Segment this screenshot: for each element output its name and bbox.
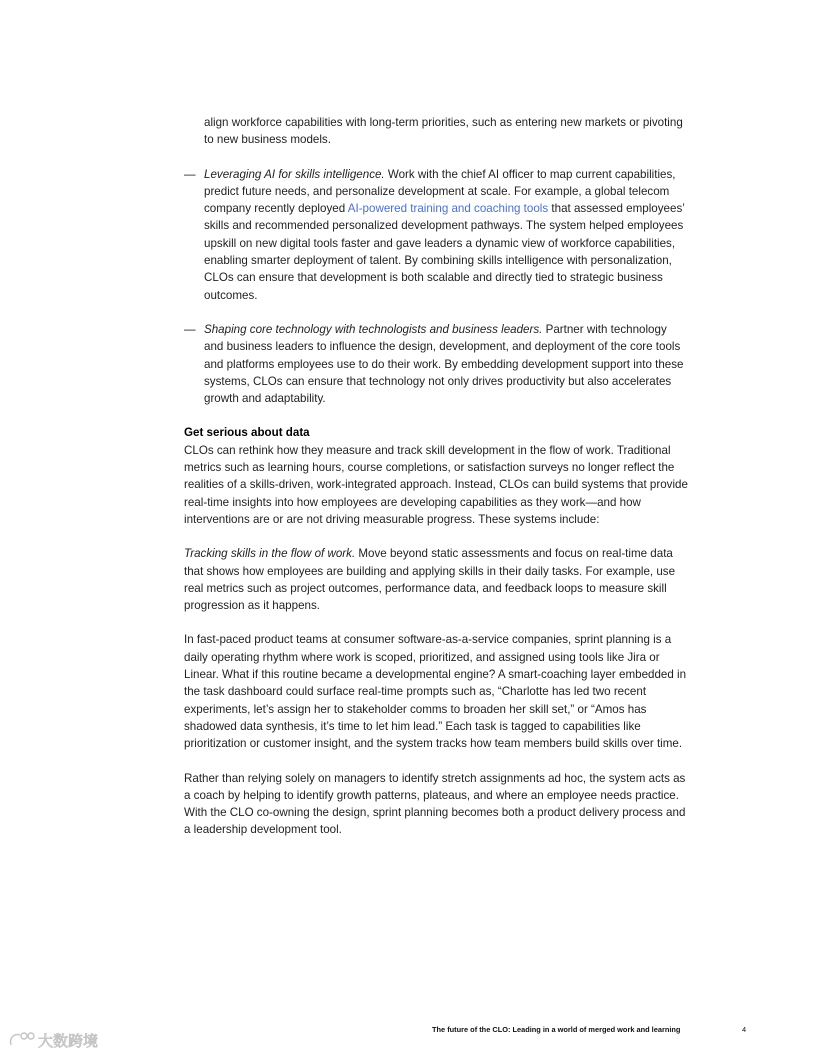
intro-continuation: align workforce capabilities with long-term priorities, such as entering new markets or pivoting to new business models. xyxy=(204,116,683,147)
tracking-paragraph xyxy=(184,545,688,614)
section-heading: Get serious about data xyxy=(184,426,310,440)
bullet-core-technology xyxy=(184,321,688,407)
watermark-text: 大数跨境 xyxy=(38,1032,99,1050)
bullet-lead: Shaping core technology with technologists and business leaders. xyxy=(204,322,543,336)
dash-marker: — xyxy=(184,167,196,181)
bullet-paragraph xyxy=(204,321,688,407)
bullet-text: Partner with technology and business leaders to influence the design, development, and deployment of the core tools and platforms employees use to do their work. By embedding development support into these systems, CLOs can ensure that technology not only drives productivity but also accelerates growth and adaptability. xyxy=(204,322,684,406)
bullet-paragraph xyxy=(204,166,688,304)
dash-marker: — xyxy=(184,322,196,336)
coach-paragraph: Rather than relying solely on managers to identify stretch assignments ad hoc, the system acts as a coach by helping to identify growth patterns, plateaus, and where an employee needs practice. With the CLO co-owning the design, sprint planning becomes both a product delivery process and a leadership development tool. xyxy=(184,771,686,837)
page-number: 4 xyxy=(742,1025,747,1034)
footer-title: The future of the CLO: Leading in a world of merged work and learning xyxy=(432,1025,681,1034)
section-intro: CLOs can rethink how they measure and track skill development in the flow of work. Traditional metrics such as learning hours, course completions, or satisfaction surveys no longer reflect the realities of a skills-driven, work-integrated approach. Instead, CLOs can build systems that provide real-time insights into how employees are developing capabilities as they work—and how interventions are or are not driving measurable progress. These systems include: xyxy=(184,443,688,526)
bullet-ai-skills-intelligence xyxy=(184,166,688,304)
sprint-planning-paragraph: In fast-paced product teams at consumer software-as-a-service companies, sprint planning is a daily operating rhythm where work is scoped, prioritized, and assigned using tools like Jira or Linear. What if this routine became a developmental engine? A smart-coaching layer embedded in the task dashboard could surface real-time prompts such as, “Charlotte has led two recent experiments, let’s assign her to stakeholder comms to broaden her skill set,” or “Amos has shadowed data synthesis, it’s time to let him lead.” Each task is tagged to capabilities like prioritization or customer insight, and the system tracks how team members build skills over time. xyxy=(184,633,687,751)
watermark-logo xyxy=(8,1030,112,1050)
tracking-lead: Tracking skills in the flow of work. xyxy=(184,547,356,561)
tracking-text: Move beyond static assessments and focus on real-time data that shows how employees are building and applying skills in their daily tasks. For example, use real metrics such as project outcomes, performance data, and feedback loops to measure skill progression as it happens. xyxy=(184,547,676,613)
page-body xyxy=(184,114,688,839)
bullet-text: that assessed employees’ skills and recommended personalized development pathways. The system helped employees upskill on new digital tools faster and gave leaders a dynamic view of workforce capabilities, enabling smarter deployment of talent. By combining skills intelligence with personalization, CLOs can ensure that development is both scalable and directly tied to strategic business outcomes. xyxy=(204,202,685,302)
ai-training-link[interactable]: AI-powered training and coaching tools xyxy=(347,202,549,216)
bullet-text: Work with the chief AI officer to map current capabilities, predict future needs, and personalize development at scale. For example, a global telecom company recently deployed xyxy=(204,167,676,216)
bullet-lead: Leveraging AI for skills intelligence. xyxy=(204,167,385,181)
